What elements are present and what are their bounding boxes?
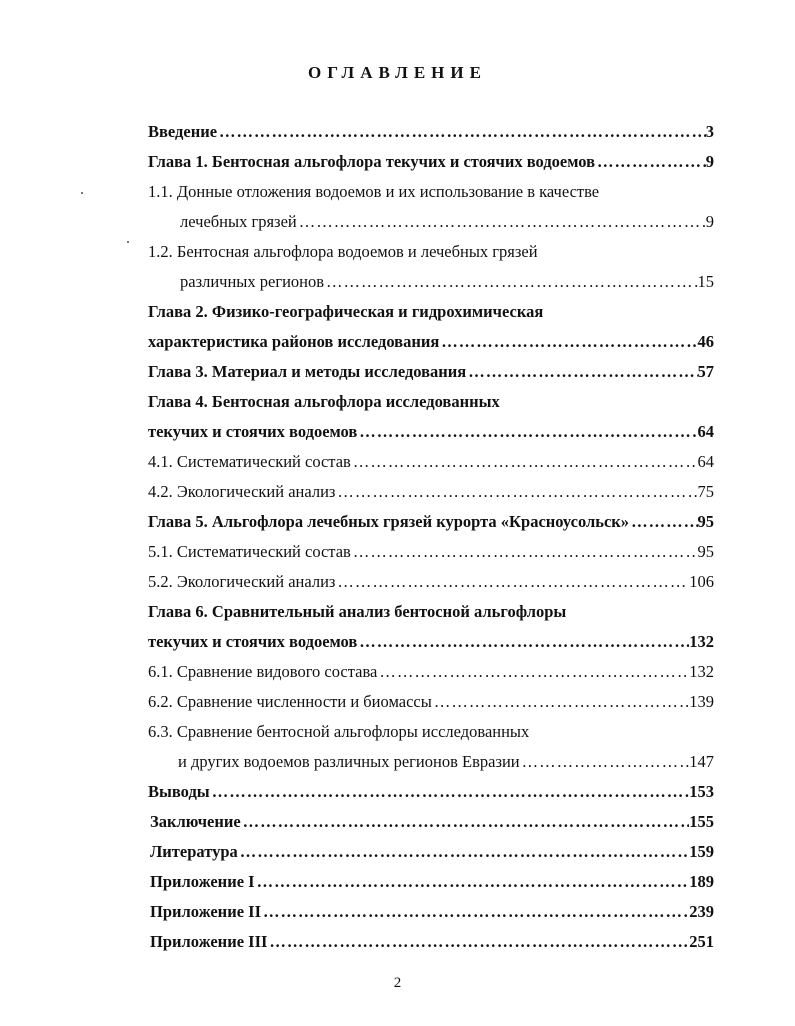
toc-entry-page: 95: [697, 542, 714, 561]
toc-entry-page: 64: [697, 422, 714, 441]
toc-leader-dots: [520, 750, 690, 774]
toc-entry-title: 6.1. Сравнение видового состава: [148, 662, 378, 681]
toc-leader-dots: [377, 660, 689, 684]
toc-entry-page: 189: [689, 872, 714, 891]
toc-entry: [178, 750, 714, 774]
scan-speck: [81, 192, 83, 194]
toc-leader-dots: [351, 450, 698, 474]
toc-entry-page: 57: [697, 362, 714, 381]
toc-entry-page: 139: [689, 692, 714, 711]
toc-entry-title: Глава 5. Альгофлора лечебных грязей курорта «Красноусольск»: [148, 512, 630, 531]
scan-speck: [127, 241, 129, 243]
toc-entry-page: 95: [697, 512, 714, 531]
toc-entry-title: лечебных грязей: [180, 212, 297, 231]
toc-entry-title: Глава 6. Сравнительный анализ бентосной альгофлоры: [148, 602, 567, 621]
toc-entry: [148, 360, 714, 384]
toc-entry: [148, 780, 714, 804]
toc-leader-dots: [324, 270, 697, 294]
toc-entry-title: характеристика районов исследования: [148, 332, 440, 351]
toc-entry-page: 64: [697, 452, 714, 471]
toc-entry-title: 6.2. Сравнение численности и биомассы: [148, 692, 432, 711]
toc-entry-page: 132: [689, 632, 714, 651]
toc-entry-page: 3: [705, 122, 714, 141]
toc-entry-title: Глава 1. Бентосная альгофлора текучих и стоячих водоемов: [148, 152, 596, 171]
toc-entry-title: Литература: [150, 842, 238, 861]
toc-entry-title: 5.1. Систематический состав: [148, 542, 351, 561]
toc-entry: [148, 630, 714, 654]
toc-entry-title: 4.2. Экологический анализ: [148, 482, 336, 501]
toc-entry-page: 106: [689, 572, 714, 591]
toc-entry: [148, 600, 714, 624]
toc-entry-title: Введение: [148, 122, 218, 141]
toc-entry: [148, 510, 714, 534]
toc-leader-dots: [357, 630, 689, 654]
toc-entry-title: различных регионов: [180, 272, 325, 291]
toc-entry: [148, 570, 714, 594]
toc-leader-dots: [297, 210, 706, 234]
toc-entry: [150, 810, 714, 834]
toc-entry-title: Глава 2. Физико-географическая и гидрохимическая: [148, 302, 544, 321]
toc-entry: [148, 120, 714, 144]
toc-entry: [150, 840, 714, 864]
toc-entry: [148, 660, 714, 684]
toc-entry-title: Приложение II: [150, 902, 261, 921]
toc-entry-title: Глава 3. Материал и методы исследования: [148, 362, 467, 381]
toc-entry: [148, 240, 714, 264]
toc-entry-page: 9: [705, 152, 714, 171]
toc-entry: [148, 300, 714, 324]
toc-leader-dots: [351, 540, 698, 564]
toc-entry-page: 159: [689, 842, 714, 861]
toc-entry: [148, 720, 714, 744]
toc-leader-dots: [335, 480, 697, 504]
toc-entry: [148, 180, 714, 204]
toc-entry-page: 153: [689, 782, 714, 801]
toc-entry-page: 155: [689, 812, 714, 831]
toc-entry-title: 1.2. Бентосная альгофлора водоемов и лечебных грязей: [148, 242, 538, 261]
toc-entry-page: 75: [697, 482, 714, 501]
toc-leader-dots: [217, 120, 706, 144]
toc-entry-title: и других водоемов различных регионов Евразии: [178, 752, 520, 771]
toc-leader-dots: [241, 810, 690, 834]
toc-entry-page: 132: [689, 662, 714, 681]
page-title: ОГЛАВЛЕНИЕ: [308, 63, 487, 82]
toc-entry-page: 251: [689, 932, 714, 951]
toc-leader-dots: [210, 780, 690, 804]
toc-leader-dots: [261, 900, 689, 924]
toc-leader-dots: [629, 510, 697, 534]
toc-entry: [148, 450, 714, 474]
toc-leader-dots: [335, 570, 689, 594]
toc-entry-title: Приложение III: [150, 932, 268, 951]
toc-entry: [150, 930, 714, 954]
toc-entry: [150, 900, 714, 924]
toc-entry: [148, 150, 714, 174]
toc-entry: [148, 480, 714, 504]
toc-entry-title: 6.3. Сравнение бентосной альгофлоры исследованных: [148, 722, 530, 741]
toc-leader-dots: [439, 330, 697, 354]
toc-entry: [148, 390, 714, 414]
toc-entry-page: 46: [697, 332, 714, 351]
toc-entry-title: Заключение: [150, 812, 241, 831]
toc-entry: [148, 540, 714, 564]
toc-entry-page: 9: [705, 212, 714, 231]
toc-leader-dots: [357, 420, 697, 444]
toc-entry-title: 5.2. Экологический анализ: [148, 572, 336, 591]
toc-entry-title: текучих и стоячих водоемов: [148, 632, 358, 651]
toc-leader-dots: [255, 870, 690, 894]
toc-entry-title: 4.1. Систематический состав: [148, 452, 351, 471]
toc-entry: [180, 210, 714, 234]
toc-leader-dots: [595, 150, 706, 174]
toc-entry: [148, 330, 714, 354]
toc-leader-dots: [267, 930, 689, 954]
toc-entry: [148, 690, 714, 714]
toc-entry: [148, 420, 714, 444]
toc-entry-page: 15: [697, 272, 714, 291]
toc-entry-title: текучих и стоячих водоемов: [148, 422, 358, 441]
toc-entry-title: Глава 4. Бентосная альгофлора исследованных: [148, 392, 500, 411]
toc-entry-title: 1.1. Донные отложения водоемов и их использование в качестве: [148, 182, 600, 201]
toc-entry: [180, 270, 714, 294]
toc-leader-dots: [432, 690, 689, 714]
toc-entry-page: 147: [689, 752, 714, 771]
toc-entry-title: Выводы: [148, 782, 210, 801]
toc-leader-dots: [466, 360, 697, 384]
toc-entry-title: Приложение I: [150, 872, 255, 891]
toc-entry: [150, 870, 714, 894]
toc-leader-dots: [238, 840, 689, 864]
toc-entry-page: 239: [689, 902, 714, 921]
page-number: 2: [393, 975, 402, 991]
